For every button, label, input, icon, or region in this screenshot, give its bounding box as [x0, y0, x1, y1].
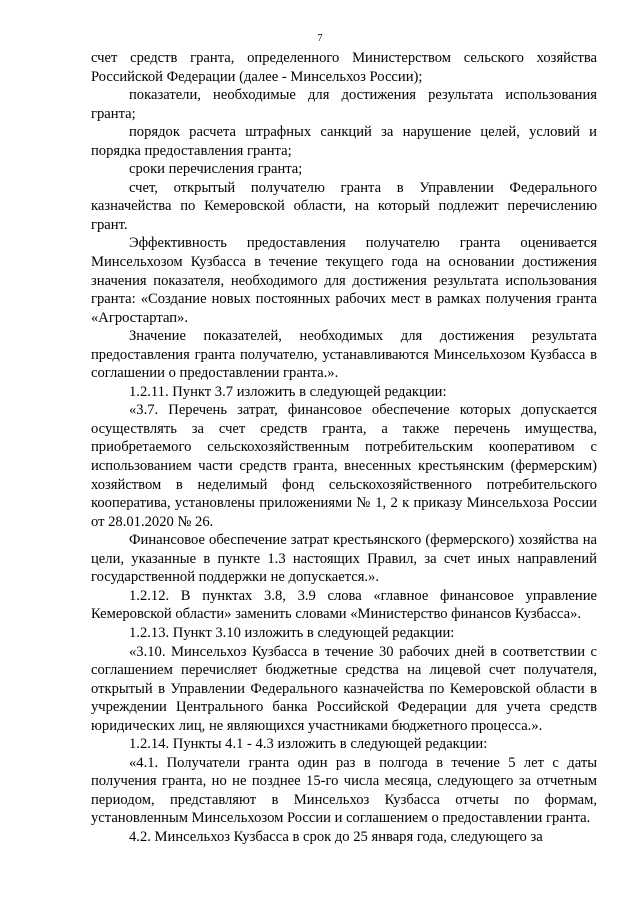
- paragraph: Эффективность предоставления получателю гранта оценивается Минсельхозом Кузбасса в течение текущего года на основании достижения значения показателя, необходимого для достижения результата использования гранта: «Создание новых постоянных рабочих мест в рамках получения гранта «Агростартап».: [91, 235, 597, 326]
- paragraph: Значение показателей, необходимых для достижения результата предоставления гранта получателю, устанавливаются Минсельхозом Кузбасса в соглашении о предоставлении гранта.».: [91, 328, 597, 382]
- paragraph: 1.2.13. Пункт 3.10 изложить в следующей редакции:: [129, 624, 455, 641]
- paragraph: счет средств гранта, определенного Министерством сельского хозяйства Российской Федерации (далее - Минсельхоз России);: [91, 50, 597, 85]
- paragraph: счет, открытый получателю гранта в Управлении Федерального казначейства по Кемеровской области, на который подлежит перечислению грант.: [91, 179, 597, 233]
- paragraph: 1.2.12. В пунктах 3.8, 3.9 слова «главное финансовое управление Кемеровской области» заменить словами «Министерство финансов Кузбасса».: [91, 587, 597, 623]
- page-number: 7: [317, 33, 323, 44]
- paragraph: Финансовое обеспечение затрат крестьянского (фермерского) хозяйства на цели, указанные в пункте 1.3 настоящих Правил, за счет иных направлений государственной поддержки не допускается.».: [91, 532, 597, 586]
- paragraph: показатели, необходимые для достижения результата использования гранта;: [91, 87, 597, 122]
- paragraph: сроки перечисления гранта;: [129, 161, 303, 178]
- document-body: [91, 49, 597, 847]
- paragraph: 1.2.14. Пункты 4.1 - 4.3 изложить в следующей редакции:: [129, 736, 488, 753]
- paragraph: 1.2.11. Пункт 3.7 изложить в следующей редакции:: [129, 383, 447, 400]
- paragraph: «3.7. Перечень затрат, финансовое обеспечение которых допускается осуществлять за счет средств гранта, а также перечень имущества, приобретаемого сельскохозяйственным потребительским кооперативом с использованием части средств гранта, внесенных крестьянским (фермерским) хозяйством в неделимый фонд сельскохозяйственного потребительского кооператива, установлены приложениями № 1, 2 к приказу Минсельхоза России от 28.01.2020 № 26.: [91, 402, 597, 530]
- paragraph: «4.1. Получатели гранта один раз в полгода в течение 5 лет с даты получения гранта, но не позднее 15-го числа месяца, следующего за отчетным периодом, представляют в Минсельхоз Кузбасса отчеты по формам, установленным Минсельхозом России и соглашением о предоставлении гранта.: [91, 754, 597, 827]
- paragraph: порядок расчета штрафных санкций за нарушение целей, условий и порядка предоставления гранта;: [91, 124, 597, 159]
- paragraph: «3.10. Минсельхоз Кузбасса в течение 30 рабочих дней в соответствии с соглашением перечисляет бюджетные средства на лицевой счет получателя, открытый в Управлении Федерального казначейства по Кемеровской области в учреждении Центрального банка Российской Федерации для учета средств юридических лиц, не являющихся участниками бюджетного процесса.».: [91, 643, 597, 734]
- paragraph: 4.2. Минсельхоз Кузбасса в срок до 25 января года, следующего за: [129, 828, 543, 845]
